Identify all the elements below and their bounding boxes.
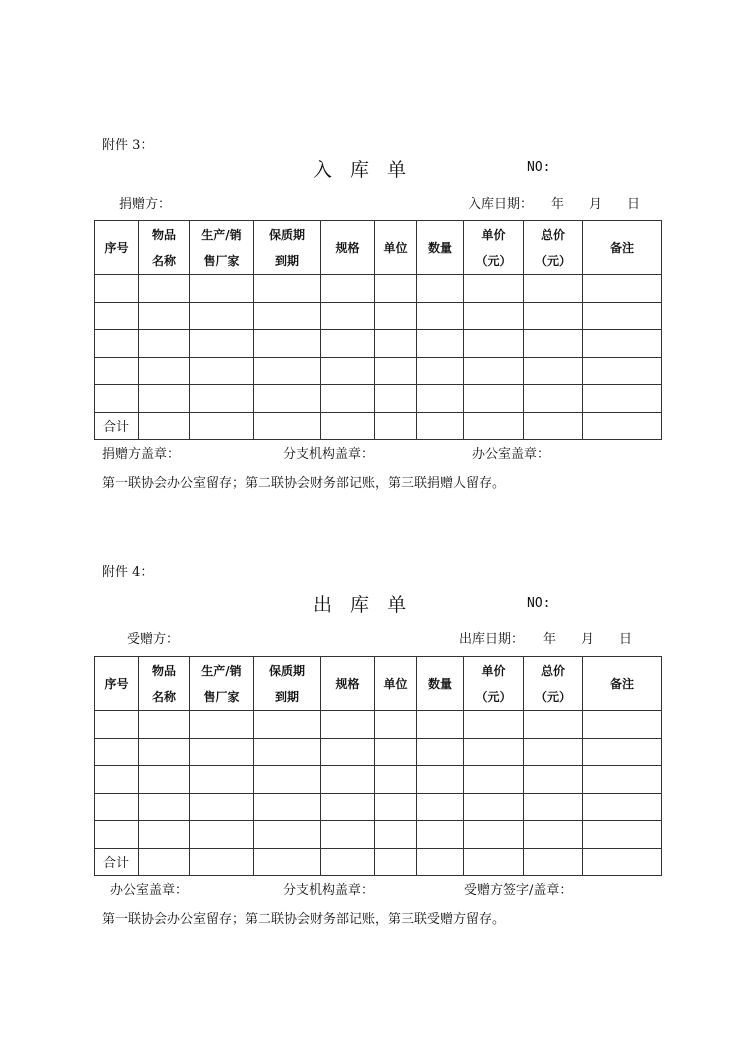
header-cell: 单位 [375,221,417,275]
attachment-label: 附件 3： [102,138,154,153]
table-row [95,330,662,358]
table-cell[interactable] [464,330,524,358]
table-cell[interactable] [583,766,662,794]
table-cell[interactable] [583,412,662,440]
header-cell: 总价 （元） [524,657,583,711]
header-cell: 单价 （元） [464,221,524,275]
table-cell[interactable] [254,385,321,413]
table-cell[interactable] [375,330,417,358]
table-cell[interactable] [95,275,139,303]
table-cell[interactable] [417,275,464,303]
table-cell[interactable] [464,848,524,876]
recipient-seal-label: 受赠方签字/盖章： [464,883,573,898]
table-cell[interactable] [254,738,321,766]
total-row [95,412,662,440]
table-cell[interactable] [139,330,190,358]
table-cell[interactable] [254,848,321,876]
header-cell: 保质期 到期 [254,221,321,275]
table-cell[interactable] [139,711,190,739]
table-cell[interactable] [95,793,139,821]
table-cell[interactable] [375,357,417,385]
table-cell[interactable] [95,766,139,794]
header-cell: 序号 [95,221,139,275]
table-cell[interactable] [321,302,375,330]
copy-distribution-note: 第一联协会办公室留存；第二联协会财务部记账，第三联捐赠人留存。 [102,476,506,491]
total-label: 合计 [95,412,139,440]
attachment-label: 附件 4： [102,565,154,580]
table-cell[interactable] [139,738,190,766]
header-cell: 数量 [417,657,464,711]
table-cell[interactable] [464,412,524,440]
table-cell[interactable] [321,766,375,794]
table-cell[interactable] [417,711,464,739]
table-cell[interactable] [190,330,254,358]
date-day-label: 日 [627,197,641,212]
table-cell[interactable] [190,821,254,849]
table-cell[interactable] [321,848,375,876]
table-row [95,275,662,303]
table-cell[interactable] [254,766,321,794]
header-cell: 单位 [375,657,417,711]
table-cell[interactable] [464,711,524,739]
donor-label: 捐赠方： [119,197,172,212]
table-cell[interactable] [321,738,375,766]
table-cell[interactable] [375,848,417,876]
table-row [95,738,662,766]
table-cell[interactable] [139,275,190,303]
header-cell: 物品 名称 [139,657,190,711]
table-cell[interactable] [524,330,583,358]
recipient-label: 受赠方： [127,632,180,647]
office-seal-label: 办公室盖章： [110,883,189,898]
table-cell[interactable] [464,275,524,303]
table-cell[interactable] [524,302,583,330]
date-label: 出库日期： [459,632,525,647]
table-cell[interactable] [583,711,662,739]
table-cell[interactable] [417,793,464,821]
table-cell[interactable] [464,821,524,849]
table-cell[interactable] [190,738,254,766]
donor-seal-label: 捐赠方盖章： [102,447,181,462]
header-cell: 数量 [417,221,464,275]
table-cell[interactable] [254,275,321,303]
table-row [95,793,662,821]
table-cell[interactable] [583,357,662,385]
table-cell[interactable] [95,357,139,385]
table-cell[interactable] [95,738,139,766]
inbound-table [94,220,662,440]
number-label: NO: [527,160,551,175]
header-cell: 物品 名称 [139,221,190,275]
table-cell[interactable] [95,821,139,849]
form-title: 入 库 单 [313,159,413,181]
table-cell[interactable] [524,793,583,821]
copy-distribution-note: 第一联协会办公室留存；第二联协会财务部记账，第三联受赠方留存。 [102,912,506,927]
table-cell[interactable] [524,275,583,303]
table-cell[interactable] [583,330,662,358]
outbound-table [94,656,662,876]
date-year-label: 年 [543,632,557,647]
table-cell[interactable] [464,302,524,330]
table-cell[interactable] [190,302,254,330]
table-cell[interactable] [254,821,321,849]
table-cell[interactable] [375,385,417,413]
table-row [95,385,662,413]
table-cell[interactable] [321,412,375,440]
table-cell[interactable] [524,766,583,794]
table-row [95,766,662,794]
table-cell[interactable] [321,385,375,413]
total-row [95,848,662,876]
table-row [95,302,662,330]
table-cell[interactable] [190,793,254,821]
table-cell[interactable] [375,821,417,849]
table-cell[interactable] [464,357,524,385]
table-cell[interactable] [190,357,254,385]
header-cell: 单价 （元） [464,657,524,711]
table-cell[interactable] [190,766,254,794]
date-year-label: 年 [551,197,565,212]
table-cell[interactable] [190,385,254,413]
table-cell[interactable] [375,766,417,794]
table-cell[interactable] [524,821,583,849]
table-cell[interactable] [524,357,583,385]
form-title: 出 库 单 [313,594,413,616]
table-cell[interactable] [524,738,583,766]
table-cell[interactable] [321,330,375,358]
table-cell[interactable] [524,711,583,739]
table-cell[interactable] [254,302,321,330]
table-cell[interactable] [417,330,464,358]
table-cell[interactable] [254,357,321,385]
table-cell[interactable] [190,848,254,876]
table-cell[interactable] [139,821,190,849]
header-cell: 生产/销 售厂家 [190,221,254,275]
table-cell[interactable] [417,302,464,330]
table-cell[interactable] [139,848,190,876]
table-header-row [95,657,662,711]
header-cell: 总价 （元） [524,221,583,275]
table-cell[interactable] [254,330,321,358]
table-cell[interactable] [321,275,375,303]
table-cell[interactable] [417,412,464,440]
table-cell[interactable] [375,275,417,303]
table-row [95,821,662,849]
date-day-label: 日 [619,632,633,647]
table-cell[interactable] [375,711,417,739]
table-cell[interactable] [139,766,190,794]
table-cell[interactable] [139,357,190,385]
table-cell[interactable] [583,385,662,413]
table-cell[interactable] [254,711,321,739]
table-cell[interactable] [524,412,583,440]
table-cell[interactable] [375,302,417,330]
table-cell[interactable] [139,385,190,413]
header-cell: 规格 [321,657,375,711]
table-cell[interactable] [583,738,662,766]
table-cell[interactable] [375,738,417,766]
table-cell[interactable] [95,330,139,358]
table-cell[interactable] [254,793,321,821]
table-cell[interactable] [375,793,417,821]
total-label: 合计 [95,848,139,876]
date-month-label: 月 [589,197,603,212]
table-cell[interactable] [417,357,464,385]
table-cell[interactable] [524,848,583,876]
table-cell[interactable] [464,385,524,413]
table-cell[interactable] [583,302,662,330]
number-label: NO: [527,596,551,611]
table-cell[interactable] [583,793,662,821]
table-cell[interactable] [321,821,375,849]
table-cell[interactable] [95,711,139,739]
table-cell[interactable] [139,412,190,440]
header-cell: 保质期 到期 [254,657,321,711]
table-cell[interactable] [464,738,524,766]
date-label: 入库日期： [468,197,534,212]
table-cell[interactable] [417,738,464,766]
table-cell[interactable] [95,302,139,330]
office-seal-label: 办公室盖章： [472,447,551,462]
table-cell[interactable] [190,711,254,739]
table-header-row [95,221,662,275]
table-cell[interactable] [254,412,321,440]
table-cell[interactable] [321,711,375,739]
header-cell: 生产/销 售厂家 [190,657,254,711]
table-cell[interactable] [321,793,375,821]
table-cell[interactable] [417,848,464,876]
table-cell[interactable] [139,793,190,821]
branch-seal-label: 分支机构盖章： [283,883,375,898]
header-cell: 规格 [321,221,375,275]
table-cell[interactable] [139,302,190,330]
table-row [95,357,662,385]
table-cell[interactable] [583,275,662,303]
branch-seal-label: 分支机构盖章： [283,447,375,462]
header-cell: 备注 [583,221,662,275]
table-cell[interactable] [190,412,254,440]
table-cell[interactable] [464,766,524,794]
header-cell: 备注 [583,657,662,711]
table-cell[interactable] [95,385,139,413]
table-cell[interactable] [583,848,662,876]
date-month-label: 月 [581,632,595,647]
table-cell[interactable] [583,821,662,849]
table-cell[interactable] [375,412,417,440]
table-cell[interactable] [190,275,254,303]
header-cell: 序号 [95,657,139,711]
table-cell[interactable] [321,357,375,385]
table-cell[interactable] [417,766,464,794]
table-cell[interactable] [417,821,464,849]
table-row [95,711,662,739]
table-cell[interactable] [417,385,464,413]
table-cell[interactable] [464,793,524,821]
table-cell[interactable] [524,385,583,413]
